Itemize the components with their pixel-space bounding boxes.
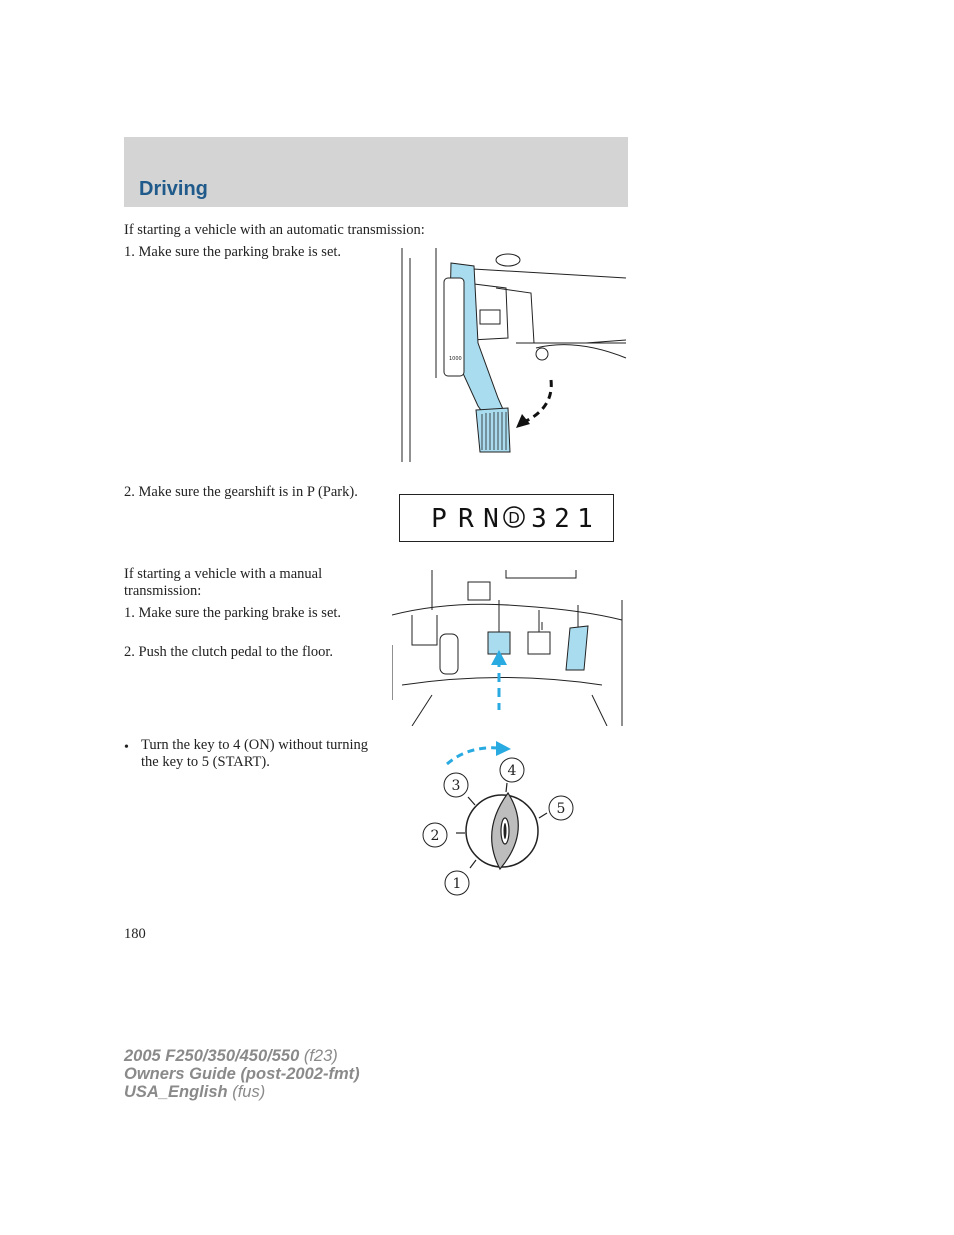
footer-guide: Owners Guide (post-2002-fmt)	[124, 1065, 360, 1083]
gear-n: N	[483, 504, 499, 534]
manual-intro: If starting a vehicle with a manual transmission:	[124, 566, 323, 599]
bullet-icon: •	[124, 740, 129, 755]
automatic-step-1: 1. Make sure the parking brake is set.	[124, 244, 342, 260]
automatic-step-2: 2. Make sure the gearshift is in P (Park).	[124, 484, 358, 500]
footer-model-code: (f23)	[303, 1047, 338, 1065]
manual-step-1: 1. Make sure the parking brake is set.	[124, 605, 342, 621]
section-header	[124, 137, 628, 207]
key-position-4: 4	[507, 763, 517, 779]
page-number: 180	[124, 926, 146, 942]
gear-d: D	[508, 509, 520, 527]
footer-line-3	[124, 1083, 360, 1101]
key-position-2: 2	[430, 828, 440, 844]
manual-step-2: 2. Push the clutch pedal to the floor.	[124, 644, 334, 660]
gear-indicator	[399, 494, 615, 544]
key-position-1: 1	[452, 876, 462, 892]
ignition-bullet: Turn the key to 4 (ON) without turning the key to 5 (START).	[141, 737, 369, 770]
gear-2: 2	[554, 504, 570, 534]
automatic-intro: If starting a vehicle with an automatic transmission:	[124, 222, 425, 238]
clutch-pedal-diagram	[392, 570, 624, 726]
key-position-5: 5	[556, 801, 566, 817]
footer-line-1	[124, 1047, 360, 1065]
ignition-key-diagram	[420, 738, 582, 900]
footer-line-2	[124, 1065, 360, 1083]
key-position-3: 3	[451, 778, 461, 794]
section-title: Driving	[139, 178, 208, 200]
gear-3: 3	[531, 504, 547, 534]
svg-text:1000: 1000	[449, 356, 462, 362]
footer-language: USA_English	[124, 1083, 228, 1101]
footer-model: 2005 F250/350/450/550	[124, 1047, 300, 1065]
footer-language-code: (fus)	[232, 1083, 266, 1101]
footer	[124, 1047, 360, 1101]
gear-1: 1	[577, 504, 593, 534]
parking-brake-diagram	[396, 248, 628, 464]
gear-r: R	[458, 504, 474, 534]
gear-p: P	[431, 504, 447, 534]
